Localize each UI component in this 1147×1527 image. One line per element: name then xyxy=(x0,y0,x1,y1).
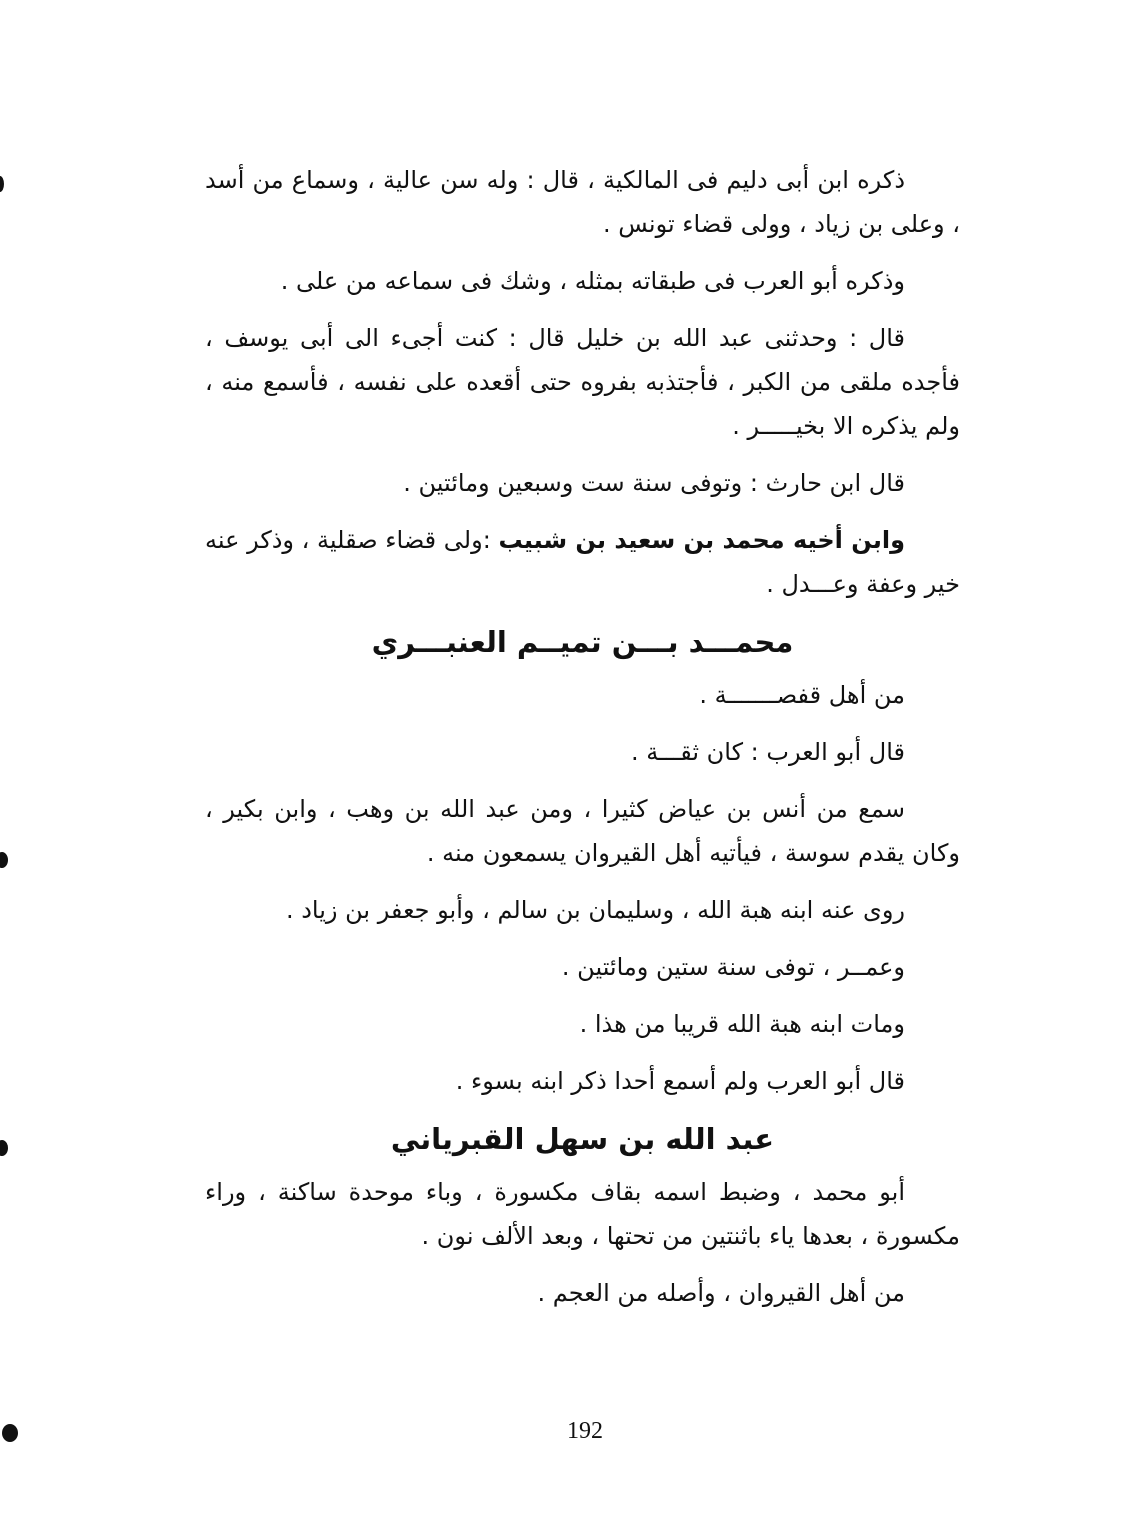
paragraph: ومات ابنه هبة الله قريبا من هذا . xyxy=(579,1010,905,1038)
punch-hole-mark xyxy=(0,176,4,192)
section-heading: محمـــد بـــن تميــم العنبـــري xyxy=(371,625,794,659)
paragraph: أبو محمد ، وضبط اسمه بقاف مكسورة ، وباء موحدة ساكنة ، وراء مكسورة ، بعدها ياء باثنتين من تحتها ، وبعد الألف نون . xyxy=(205,1178,960,1250)
paragraph: ذكره ابن أبى دليم فى المالكية ، قال : وله سن عالية ، وسماع من أسد ، وعلى بن زياد ، وولى قضاء تونس . xyxy=(205,166,960,238)
paragraph: سمع من أنس بن عياض كثيرا ، ومن عبد الله بن وهب ، وابن بكير ، وكان يقدم سوسة ، فيأتيه أهل القيروان يسمعون منه . xyxy=(205,795,960,867)
paragraph: قال : وحدثنى عبد الله بن خليل قال : كنت أجىء الى أبى يوسف ، فأجده ملقى من الكبر ، فأجتذبه بفروه حتى أقعده على نفسه ، فأسمع منه ، ولم يذكره الا بخيـــــر . xyxy=(205,324,960,440)
paragraph: وعمــر ، توفى سنة ستين ومائتين . xyxy=(561,953,905,981)
paragraph: قال ابن حارث : وتوفى سنة ست وسبعين ومائتين . xyxy=(403,469,905,497)
paragraph: من أهل القيروان ، وأصله من العجم . xyxy=(537,1279,905,1307)
section-heading: عبد الله بن سهل القبرياني xyxy=(390,1122,775,1156)
nephew-name: وابن أخيه محمد بن سعيد بن شبيب xyxy=(498,526,906,554)
page-body xyxy=(205,158,960,1328)
paragraph: قال أبو العرب : كان ثقـــة . xyxy=(631,738,905,766)
paragraph: روى عنه ابنه هبة الله ، وسليمان بن سالم ، وأبو جعفر بن زياد . xyxy=(285,896,905,924)
punch-hole-mark xyxy=(0,852,8,868)
nephew-text: :ولى قضاء صقلية ، وذكر عنه خير وعفة وعـــدل . xyxy=(205,526,960,598)
paragraph: من أهل قفصـــــــة . xyxy=(699,681,905,709)
page-number: 192 xyxy=(567,1418,603,1444)
paragraph: وذكره أبو العرب فى طبقاته بمثله ، وشك فى سماعه من على . xyxy=(280,267,905,295)
paragraph-nephew xyxy=(205,518,960,606)
paragraph: قال أبو العرب ولم أسمع أحدا ذكر ابنه بسوء . xyxy=(455,1067,905,1095)
punch-hole-mark xyxy=(0,1140,8,1156)
